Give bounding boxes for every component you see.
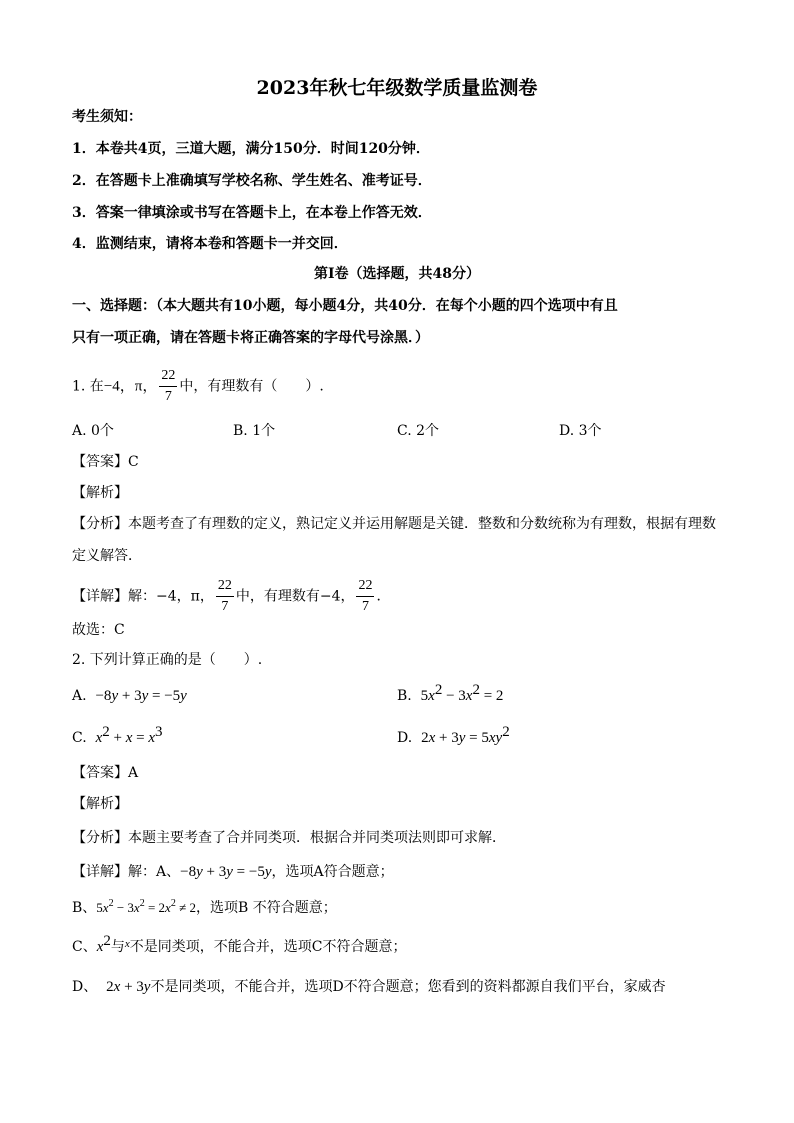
q1-option-a: A. 0个 bbox=[72, 423, 114, 439]
option-label: A. bbox=[72, 688, 87, 704]
q1-fenxi-line-2: 定义解答． bbox=[72, 548, 142, 564]
detail-d-expression: 2x + 3y bbox=[106, 979, 151, 995]
question-1-stem bbox=[72, 368, 324, 405]
detail-text: 解：A、 bbox=[128, 864, 181, 880]
fraction-22-7 bbox=[216, 578, 234, 615]
q2-fenxi bbox=[72, 828, 506, 848]
question-1-terms: −4，π， bbox=[103, 378, 158, 395]
detail-text: B、 bbox=[72, 900, 97, 916]
q2-option-c bbox=[72, 724, 163, 748]
notice-item-3: 3．答案一律填涂或书写在答题卡上，在本卷上作答无效． bbox=[72, 205, 432, 221]
page-title: 2023年秋七年级数学质量监测卷 bbox=[256, 77, 538, 99]
notice-item-1: 1．本卷共4页，三道大题，满分150分．时间120分钟． bbox=[72, 141, 430, 157]
notice-item-2: 2．在答题卡上准确填写学校名称、学生姓名、准考证号． bbox=[72, 173, 432, 189]
answer-value: A bbox=[128, 765, 139, 781]
q2-option-d bbox=[397, 724, 510, 748]
question-2-stem: 2. 下列计算正确的是（ ）. bbox=[72, 652, 263, 668]
fraction-numerator: 22 bbox=[356, 578, 374, 597]
fraction-denominator: 7 bbox=[164, 389, 172, 404]
detail-text: ． bbox=[376, 588, 391, 605]
q1-analysis-label: 【解析】 bbox=[72, 485, 128, 501]
q2-option-c-expression: $x^2 + x = x^3$ bbox=[95, 724, 163, 746]
detail-label: 【详解】 bbox=[72, 588, 128, 605]
fenxi-text: 本题考查了有理数的定义，熟记定义并运用解题是关键．整数和分数统称为有理数，根据有理数 bbox=[128, 516, 716, 532]
q1-answer bbox=[72, 452, 139, 472]
detail-text: 解：−4，π， bbox=[128, 588, 214, 605]
q2-detail-c bbox=[72, 934, 407, 957]
q1-option-c: C. 2个 bbox=[397, 423, 440, 439]
answer-value: C bbox=[128, 454, 139, 470]
section-instructions-line-1: 一、选择题：（本大题共有10小题，每小题4分，共40分．在每个小题的四个选项中有且 bbox=[72, 298, 618, 314]
option-label: D. bbox=[397, 730, 413, 746]
q2-answer bbox=[72, 763, 138, 783]
q2-detail-a bbox=[72, 862, 394, 882]
section-instructions-line-2: 只有一项正确，请在答题卡将正确答案的字母代号涂黑．） bbox=[72, 330, 429, 346]
q1-conclusion: 故选：C bbox=[72, 622, 125, 638]
q1-fenxi-line-1 bbox=[72, 514, 716, 534]
q1-option-b: B. 1个 bbox=[233, 423, 276, 439]
fraction-numerator: 22 bbox=[216, 578, 234, 597]
question-1-suffix: 中，有理数有（ ）. bbox=[179, 378, 324, 395]
q2-option-d-expression: $2x + 3y = 5xy^2$ bbox=[421, 724, 510, 746]
answer-label: 【答案】 bbox=[72, 765, 128, 781]
notice-item-4: 4．监测结束，请将本卷和答题卡一并交回． bbox=[72, 236, 348, 252]
q1-detail bbox=[72, 578, 390, 615]
fraction-numerator: 22 bbox=[159, 368, 177, 387]
question-1-prefix: 1. 在 bbox=[72, 378, 104, 395]
detail-text: 中，有理数有−4， bbox=[235, 588, 355, 605]
q2-detail-b bbox=[72, 898, 337, 918]
detail-label: 【详解】 bbox=[72, 864, 128, 880]
option-label: C. bbox=[72, 730, 87, 746]
detail-text: 与 bbox=[110, 939, 125, 955]
answer-label: 【答案】 bbox=[72, 454, 128, 470]
detail-text: 不是同类项，不能合并，选项C不符合题意； bbox=[129, 939, 407, 955]
detail-text: ，选项A符合题意； bbox=[271, 864, 394, 880]
fenxi-text: 本题主要考查了合并同类项．根据合并同类项法则即可求解． bbox=[128, 830, 506, 846]
option-label: B. bbox=[397, 688, 412, 704]
q1-option-d: D. 3个 bbox=[559, 423, 602, 439]
fenxi-label: 【分析】 bbox=[72, 830, 128, 846]
detail-text: D、 bbox=[72, 979, 98, 995]
detail-c-expression-2: x bbox=[124, 938, 130, 950]
detail-text: 不是同类项，不能合并，选项D不符合题意；您看到的资料都源自我们平台，家威杏 bbox=[150, 979, 666, 995]
detail-a-expression: −8y + 3y = −5y bbox=[180, 864, 272, 880]
fraction-denominator: 7 bbox=[221, 599, 229, 614]
fraction-22-7 bbox=[356, 578, 374, 615]
q2-option-b-expression: $5x^2 - 3x^2 = 2$ bbox=[420, 682, 504, 704]
q2-detail-d bbox=[72, 977, 666, 997]
q2-option-a-expression: −8y + 3y = −5y bbox=[95, 688, 187, 704]
notice-label: 考生须知： bbox=[72, 109, 142, 125]
fraction-22-7 bbox=[159, 368, 177, 405]
detail-c-expression-1: $x^2$ bbox=[96, 933, 111, 955]
detail-text: ，选项B 不符合题意； bbox=[195, 900, 337, 916]
q2-analysis-label: 【解析】 bbox=[72, 796, 128, 812]
detail-b-expression: $5x^2 - 3x^2 = 2x^2 \ne 2$ bbox=[96, 898, 196, 915]
q2-option-b bbox=[397, 682, 504, 706]
part-title: 第Ⅰ卷（选择题，共48分） bbox=[313, 266, 481, 282]
detail-text: C、 bbox=[72, 939, 97, 955]
fraction-denominator: 7 bbox=[361, 599, 369, 614]
fenxi-label: 【分析】 bbox=[72, 516, 128, 532]
q2-option-a bbox=[72, 686, 187, 706]
